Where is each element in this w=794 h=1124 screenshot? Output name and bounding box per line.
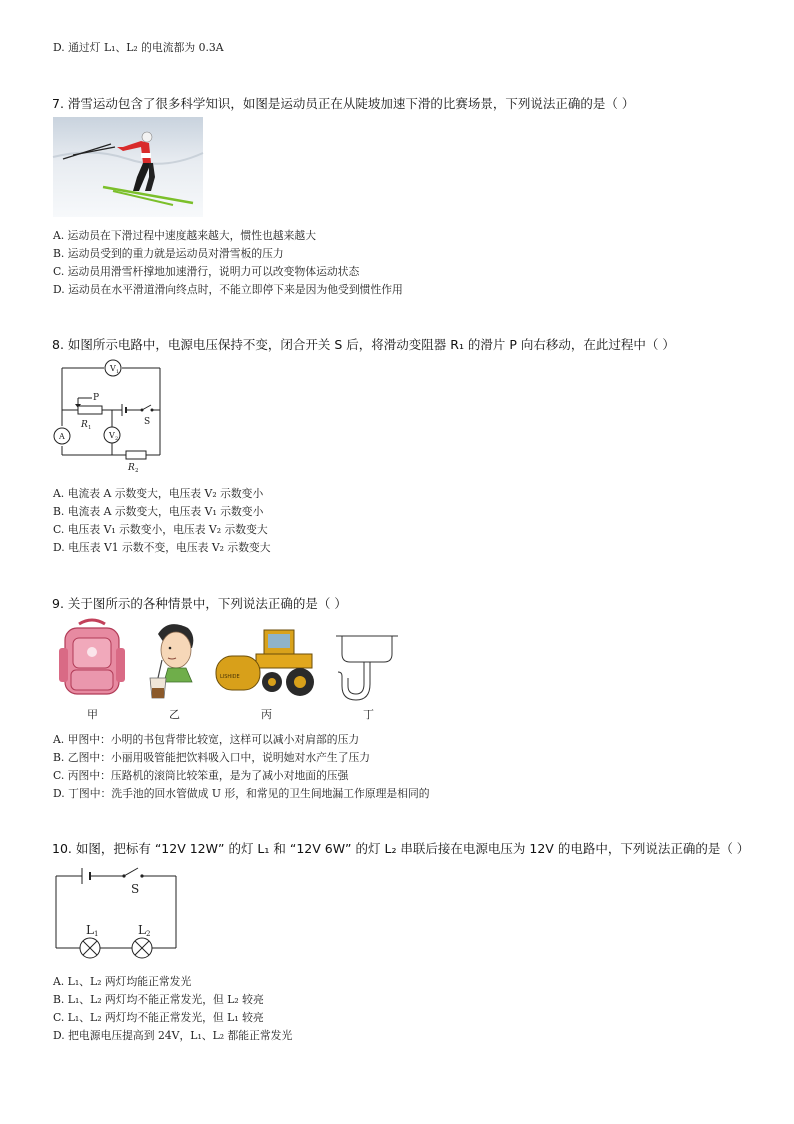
slider-p-label: P <box>93 393 100 403</box>
q10-circuit-diagram <box>52 862 180 954</box>
q9-option-a: A. 甲图中：小明的书包背带比较宽，这样可以减小对肩部的压力 <box>53 733 360 746</box>
q10-option-d: D. 把电源电压提高到 24V，L₁、L₂ 都能正常发光 <box>53 1029 293 1042</box>
backpack-illustration <box>57 618 127 700</box>
switch-s-label: S <box>144 417 151 427</box>
q8-option-a: A. 电流表 A 示数变大，电压表 V₂ 示数变小 <box>53 487 264 500</box>
q8-stem: 8. 如图所示电路中，电源电压保持不变，闭合开关 S 后，将滑动变阻器 R₁ 的滑片 P 向右移动，在此过程中（ ） <box>52 337 675 352</box>
q7-stem: 7. 滑雪运动包含了很多科学知识，如图是运动员正在从陡坡加速下滑的比赛场景，下列说法正确的是（ ） <box>52 96 635 111</box>
q10-option-a: A. L₁、L₂ 两灯均能正常发光 <box>53 975 192 988</box>
q10-option-c: C. L₁、L₂ 两灯均不能正常发光，但 L₁ 较亮 <box>53 1011 264 1024</box>
q8-circuit-diagram <box>52 360 167 478</box>
v1-sub: 1 <box>116 369 120 375</box>
r1-sub: 1 <box>88 425 92 431</box>
q10-option-b: B. L₁、L₂ 两灯均不能正常发光，但 L₂ 较亮 <box>53 993 264 1006</box>
q7-skier-photo <box>53 117 203 217</box>
v1-label: V <box>110 364 116 373</box>
prev-option-d: D. 通过灯 L₁、L₂ 的电流都为 0.3A <box>53 41 224 54</box>
caption-bing: 丙 <box>261 708 272 721</box>
r2-label: R <box>128 463 135 473</box>
q8-option-b: B. 电流表 A 示数变大，电压表 V₁ 示数变小 <box>53 505 264 518</box>
r2-sub: 2 <box>135 468 139 474</box>
q10-switch-label: S <box>131 882 140 896</box>
q7-option-a: A. 运动员在下滑过程中速度越来越大，惯性也越来越大 <box>53 229 316 242</box>
lamp-l2-sub: 2 <box>146 930 151 938</box>
sink-u-trap-illustration <box>334 632 400 704</box>
q9-option-c: C. 丙图中：压路机的滚筒比较笨重，是为了减小对地面的压强 <box>53 769 349 782</box>
caption-yi: 乙 <box>169 708 180 721</box>
q9-option-d: D. 丁图中：洗手池的回水管做成 U 形，和常见的卫生间地漏工作原理是相同的 <box>53 787 430 800</box>
lamp-l1-sub: 1 <box>94 930 99 938</box>
caption-ding: 丁 <box>363 708 374 721</box>
road-roller-illustration <box>212 628 320 698</box>
q9-option-b: B. 乙图中：小丽用吸管能把饮料吸入口中，说明她对水产生了压力 <box>53 751 371 764</box>
q10-stem: 10. 如图，把标有 “12V 12W” 的灯 L₁ 和 “12V 6W” 的灯 L₂ 串联后接在电源电压为 12V 的电路中，下列说法正确的是（ ） <box>52 841 750 856</box>
caption-jia: 甲 <box>87 708 98 721</box>
q7-option-d: D. 运动员在水平滑道滑向终点时，不能立即停下来是因为他受到惯性作用 <box>53 283 403 296</box>
q9-stem: 9. 关于图所示的各种情景中，下列说法正确的是（ ） <box>52 596 347 611</box>
straw-drinking-illustration <box>146 620 200 700</box>
q8-option-c: C. 电压表 V₁ 示数变小，电压表 V₂ 示数变大 <box>53 523 268 536</box>
v2-label: V <box>109 431 115 440</box>
q7-option-c: C. 运动员用滑雪杆撑地加速滑行，说明力可以改变物体运动状态 <box>53 265 360 278</box>
lamp-l1-label: L <box>86 923 94 937</box>
lamp-l2-label: L <box>138 923 146 937</box>
r1-label: R <box>81 420 88 430</box>
ammeter-label: A <box>59 432 65 441</box>
roller-brand-text: LISHIDE <box>220 674 240 680</box>
q8-option-d: D. 电压表 V1 示数不变，电压表 V₂ 示数变大 <box>53 541 271 554</box>
q7-option-b: B. 运动员受到的重力就是运动员对滑雪板的压力 <box>53 247 284 260</box>
v2-sub: 2 <box>115 436 119 442</box>
